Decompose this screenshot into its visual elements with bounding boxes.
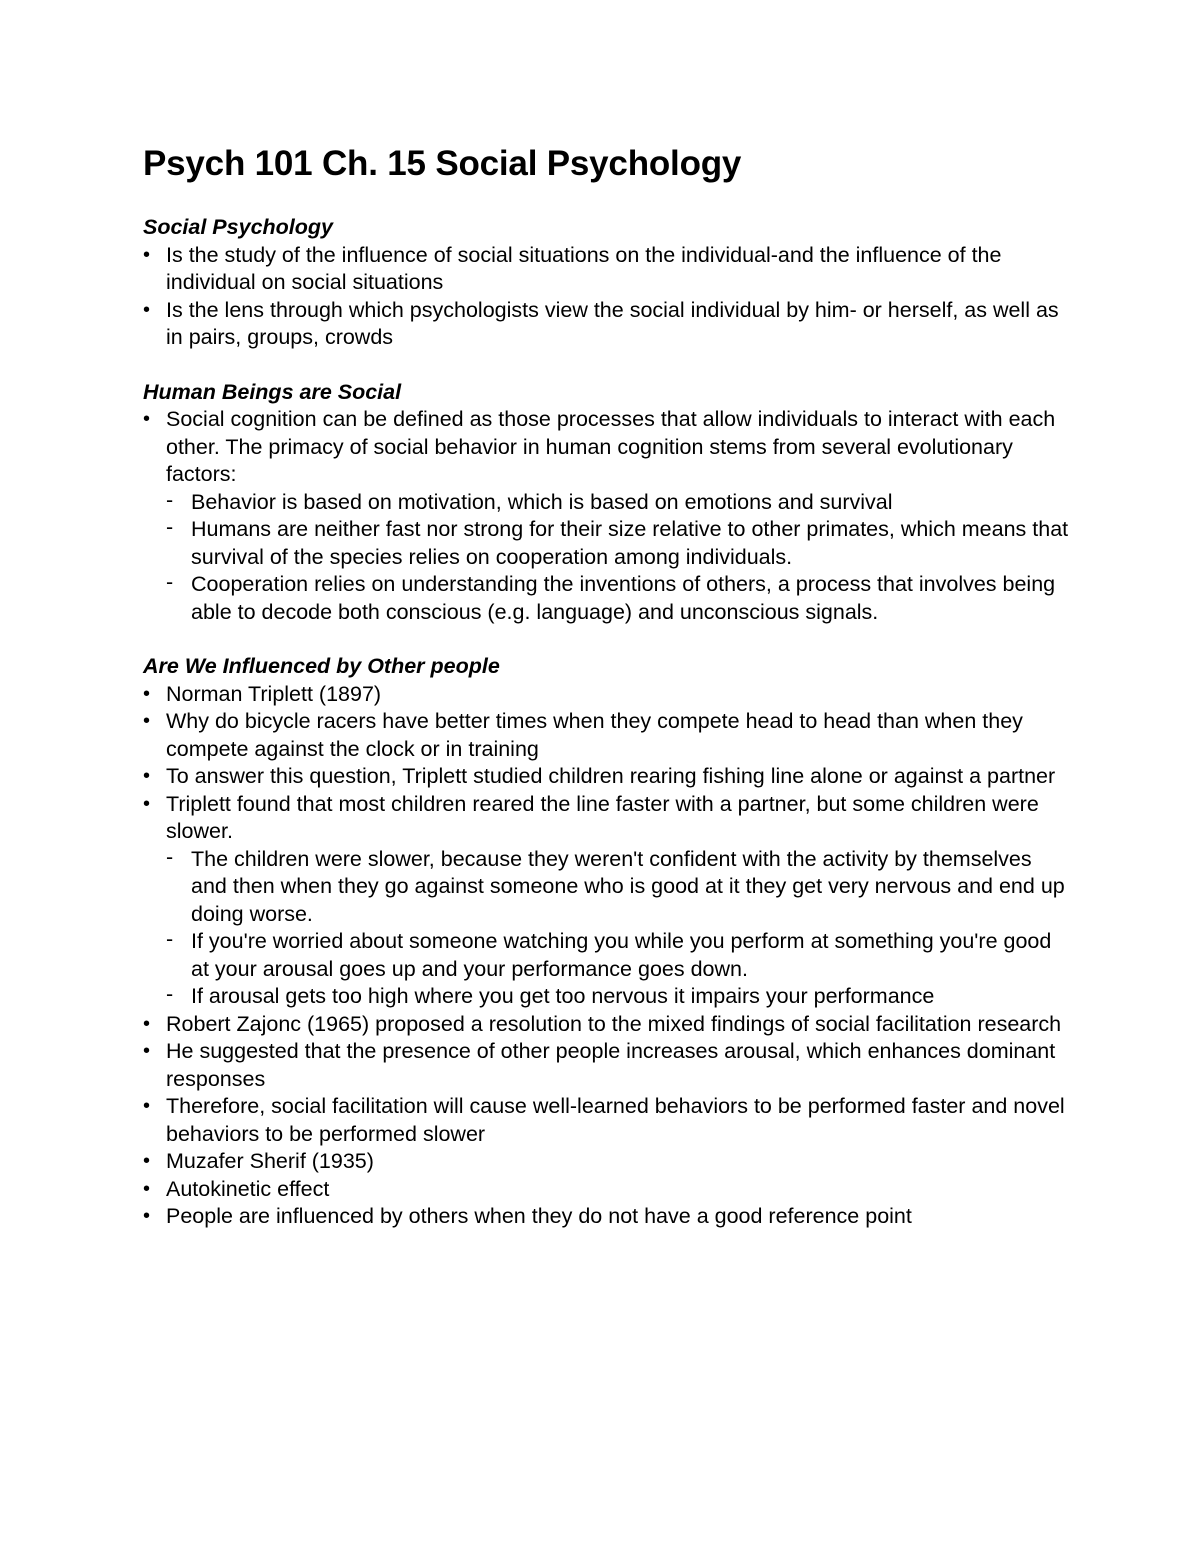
list-item	[143, 1203, 1073, 1231]
dash-icon: -	[166, 487, 174, 512]
sub-list-item-text: If you're worried about someone watching you while you perform at something you're good at your arousal goes up and your performance goes down.	[191, 929, 1052, 981]
title-spacer	[143, 188, 1073, 214]
bullet-icon: •	[143, 1040, 151, 1062]
sub-list-item-text: The children were slower, because they weren't confident with the activity by themselves and then when they go against someone who is good at it they get very nervous and end up doing worse.	[191, 846, 1065, 926]
section-heading: Are We Influenced by Other people	[143, 654, 500, 678]
sub-list-item	[166, 489, 1073, 517]
list-item	[143, 791, 1073, 1011]
bullet-icon: •	[143, 792, 151, 815]
list-item-text: Why do bicycle racers have better times when they compete head to head than when they compete against the clock or in training	[166, 709, 1023, 761]
dash-icon: -	[166, 927, 174, 951]
section-heading: Social Psychology	[143, 215, 333, 239]
list-item-text: Robert Zajonc (1965) proposed a resolution to the mixed findings of social facilitation research	[166, 1011, 1062, 1036]
list-item-text: Triplett found that most children reared the line faster with a partner, but some children were slower.	[166, 791, 1039, 843]
bullet-icon: •	[143, 1150, 151, 1172]
list-item-text: Norman Triplett (1897)	[166, 681, 382, 706]
dash-icon: -	[166, 844, 174, 869]
bullet-icon: •	[143, 1177, 151, 1200]
bullet-icon: •	[143, 1205, 151, 1227]
list-item	[143, 681, 1073, 709]
document-page	[143, 140, 1073, 1231]
section-heading: Human Beings are Social	[143, 379, 402, 404]
sub-list	[166, 489, 1073, 627]
bullet-icon: •	[143, 765, 151, 787]
bullet-icon: •	[143, 682, 151, 705]
sub-list-item-text: Humans are neither fast nor strong for their size relative to other primates, which means that survival of the species relies on cooperation among individuals.	[191, 517, 1069, 569]
bullet-list	[143, 681, 1073, 1231]
sub-list	[166, 846, 1073, 1011]
section-spacer	[143, 352, 1073, 379]
list-item-text: Autokinetic effect	[166, 1176, 330, 1201]
list-item-text: To answer this question, Triplett studied children rearing fishing line alone or against a partner	[166, 764, 1056, 788]
sub-list-item	[166, 928, 1073, 983]
list-item	[143, 1038, 1073, 1093]
list-item	[143, 763, 1073, 791]
bullet-list	[143, 406, 1073, 626]
list-item	[143, 242, 1073, 297]
list-item	[143, 708, 1073, 763]
sub-list-item-text: Behavior is based on motivation, which is based on emotions and survival	[191, 489, 893, 514]
document-body	[143, 214, 1073, 1231]
bullet-icon: •	[143, 710, 151, 732]
section-spacer	[143, 626, 1073, 653]
section	[143, 214, 1073, 352]
list-item-text: People are influenced by others when they do not have a good reference point	[166, 1204, 912, 1228]
bullet-icon: •	[143, 1095, 151, 1117]
list-item-text: Is the study of the influence of social situations on the individual-and the influence of the individual on social situations	[166, 242, 1002, 294]
list-item	[143, 1148, 1073, 1176]
bullet-list	[143, 242, 1073, 352]
list-item	[143, 297, 1073, 352]
bullet-icon: •	[143, 243, 151, 266]
list-item-text: He suggested that the presence of other people increases arousal, which enhances dominant responses	[166, 1039, 1056, 1091]
sub-list-item	[166, 983, 1073, 1011]
section	[143, 653, 1073, 1231]
list-item	[143, 1011, 1073, 1039]
dash-icon: -	[166, 570, 174, 594]
list-item	[143, 1093, 1073, 1148]
list-item	[143, 406, 1073, 626]
sub-list-item	[166, 846, 1073, 929]
sub-list-item	[166, 571, 1073, 626]
sub-list-item	[166, 516, 1073, 571]
section	[143, 379, 1073, 627]
sub-list-item-text: If arousal gets too high where you get too nervous it impairs your performance	[191, 984, 935, 1008]
dash-icon: -	[166, 515, 174, 539]
bullet-icon: •	[143, 298, 151, 321]
bullet-icon: •	[143, 1012, 151, 1035]
list-item-text: Is the lens through which psychologists view the social individual by him- or herself, as well as in pairs, groups, crowds	[166, 297, 1059, 349]
list-item-text: Muzafer Sherif (1935)	[166, 1149, 374, 1173]
list-item-text: Social cognition can be defined as those processes that allow individuals to interact with each other. The primacy of social behavior in human cognition stems from several evolutionary factors:	[166, 407, 1056, 486]
sub-list-item-text: Cooperation relies on understanding the inventions of others, a process that involves being able to decode both conscious (e.g. language) and unconscious signals.	[191, 572, 1056, 624]
bullet-icon: •	[143, 408, 151, 430]
document-title: Psych 101 Ch. 15 Social Psychology	[143, 144, 742, 183]
list-item-text: Therefore, social facilitation will cause well-learned behaviors to be performed faster and novel behaviors to be performed slower	[166, 1094, 1065, 1146]
list-item	[143, 1176, 1073, 1204]
dash-icon: -	[166, 982, 174, 1006]
